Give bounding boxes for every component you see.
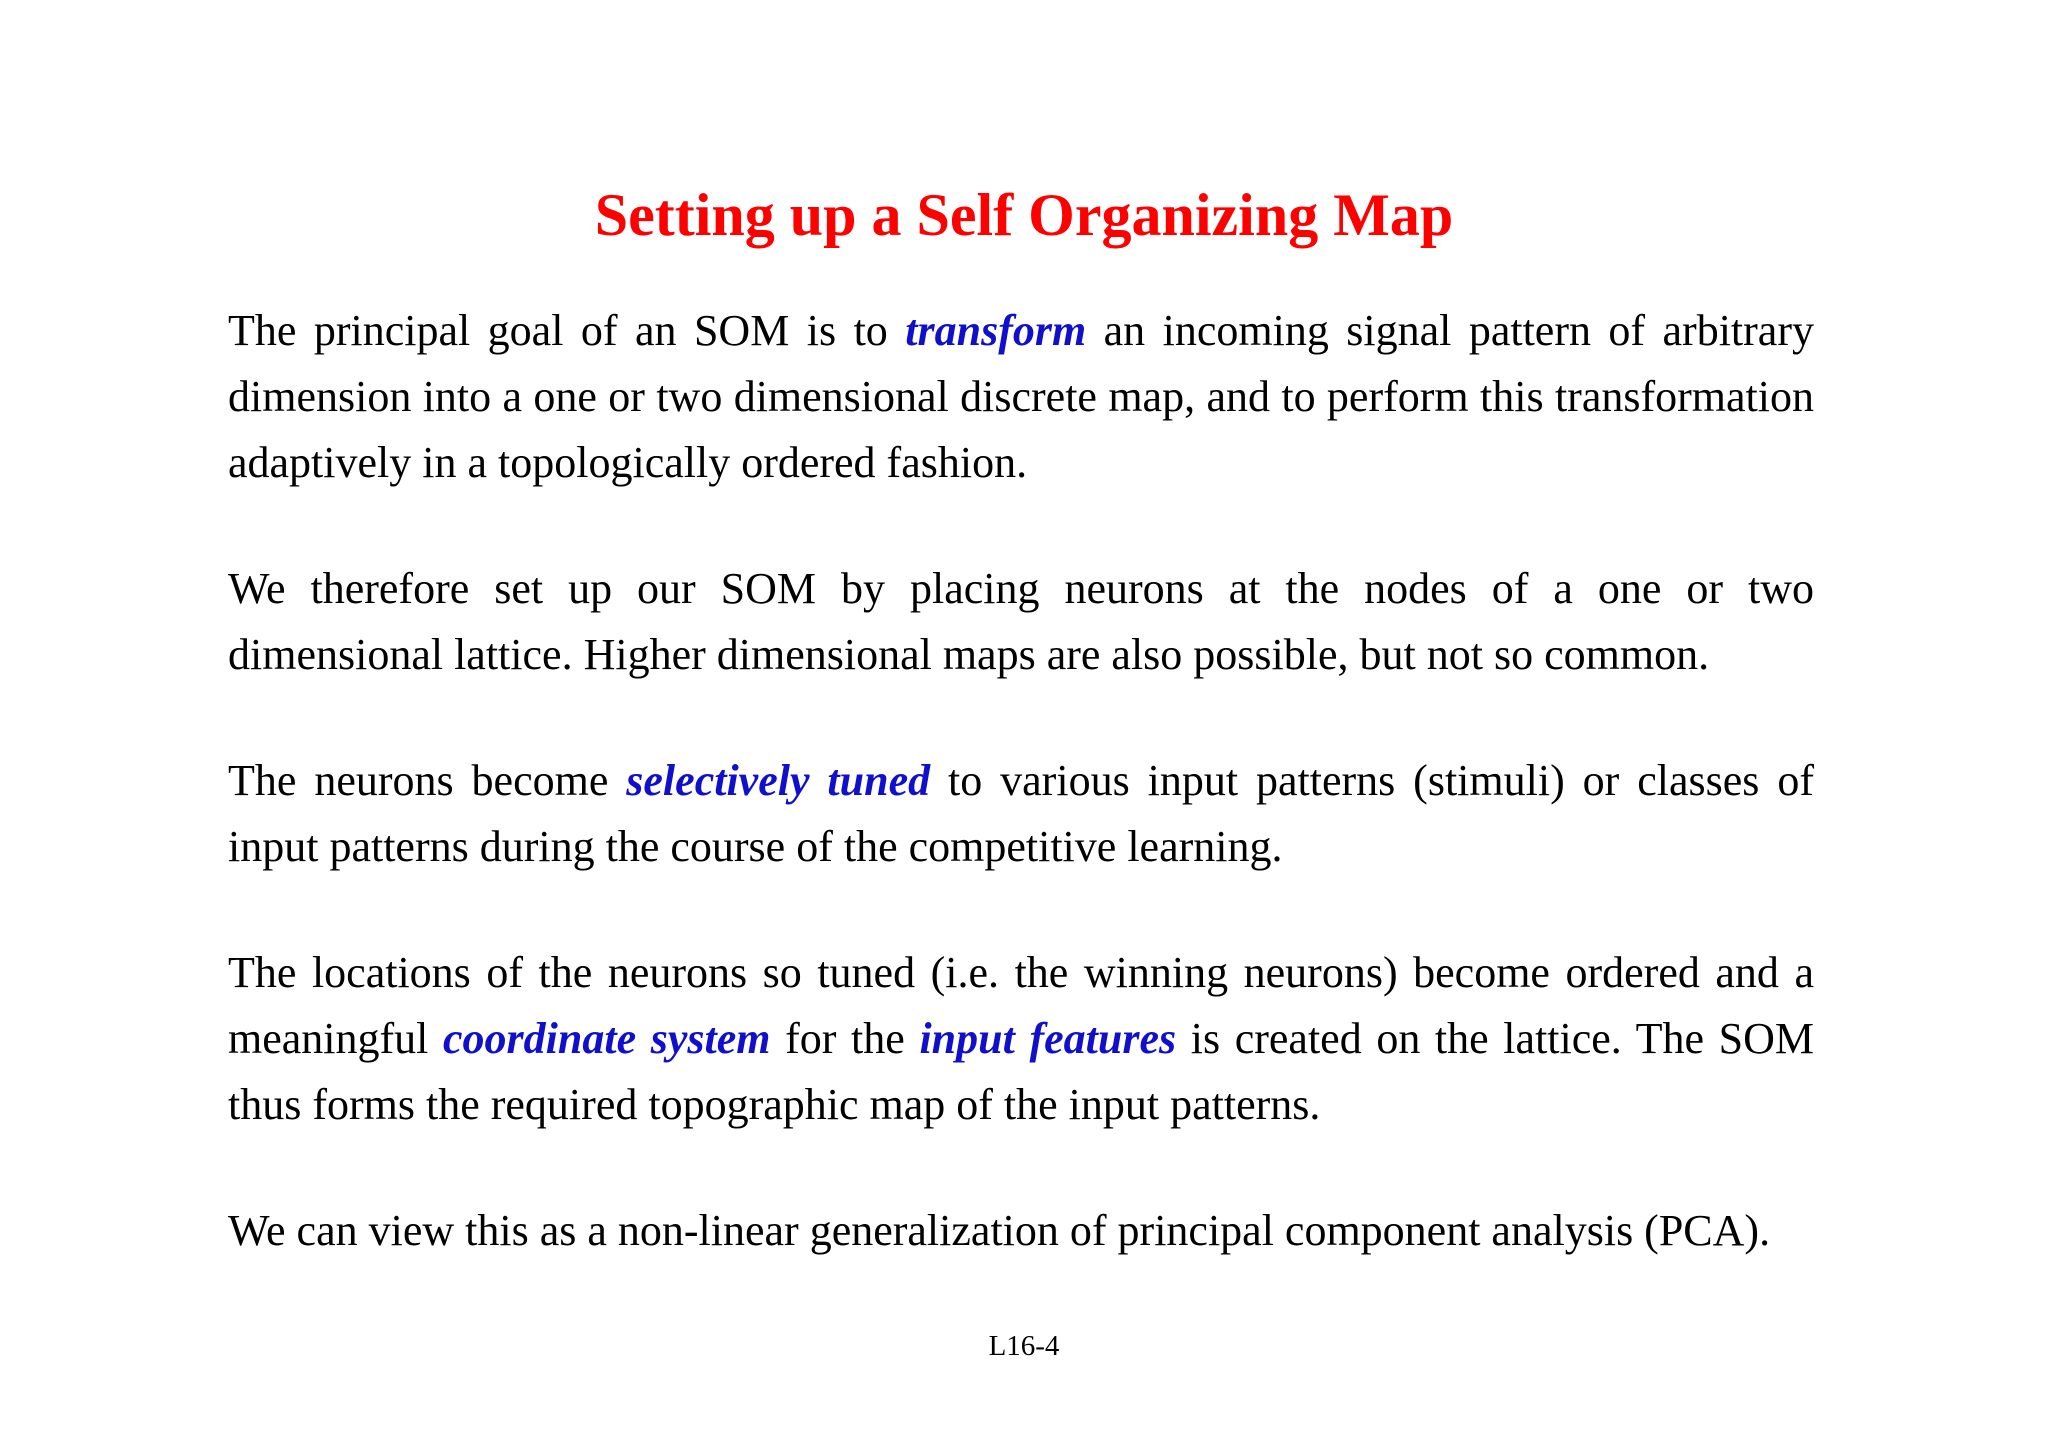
text-segment: The locations of the neurons so tuned (i.e. the winning neurons) become ordered and a meaningful xyxy=(228,948,1814,1063)
text-segment: We can view this as a non-linear generalization of principal component analysis (PCA). xyxy=(228,1206,1771,1255)
slide-body xyxy=(228,298,1814,1264)
text-segment: is created on the lattice. The SOM thus forms the required topographic map of the input patterns. xyxy=(228,1014,1815,1129)
highlight-input-features: input features xyxy=(919,1014,1177,1063)
text-segment: an incoming signal pattern of arbitrary dimension into a one or two dimensional discrete map, and to perform this transformation adaptively in a topologically ordered fashion. xyxy=(228,306,1814,487)
highlight-coordinate-system: coordinate system xyxy=(443,1014,771,1063)
paragraph-selective-tuning xyxy=(228,748,1814,880)
paragraph-som-goal xyxy=(228,298,1814,496)
page-number: L16-4 xyxy=(988,1330,1060,1362)
text-segment: to various input patterns (stimuli) or classes of input patterns during the course of the competitive learning. xyxy=(228,756,1814,871)
paragraph-topographic-map xyxy=(228,940,1814,1138)
highlight-selectively-tuned: selectively tuned xyxy=(626,756,931,805)
paragraph-pca xyxy=(228,1198,1814,1264)
text-segment: The neurons become xyxy=(228,756,627,805)
text-segment: for the xyxy=(770,1014,920,1063)
paragraph-lattice-setup xyxy=(228,556,1814,688)
text-segment: We therefore set up our SOM by placing neurons at the nodes of a one or two dimensional lattice. Higher dimensional maps are also possible, but not so common. xyxy=(228,564,1814,679)
highlight-transform: transform xyxy=(905,306,1087,355)
text-segment: The principal goal of an SOM is to xyxy=(228,306,906,355)
slide-title: Setting up a Self Organizing Map xyxy=(594,182,1454,248)
